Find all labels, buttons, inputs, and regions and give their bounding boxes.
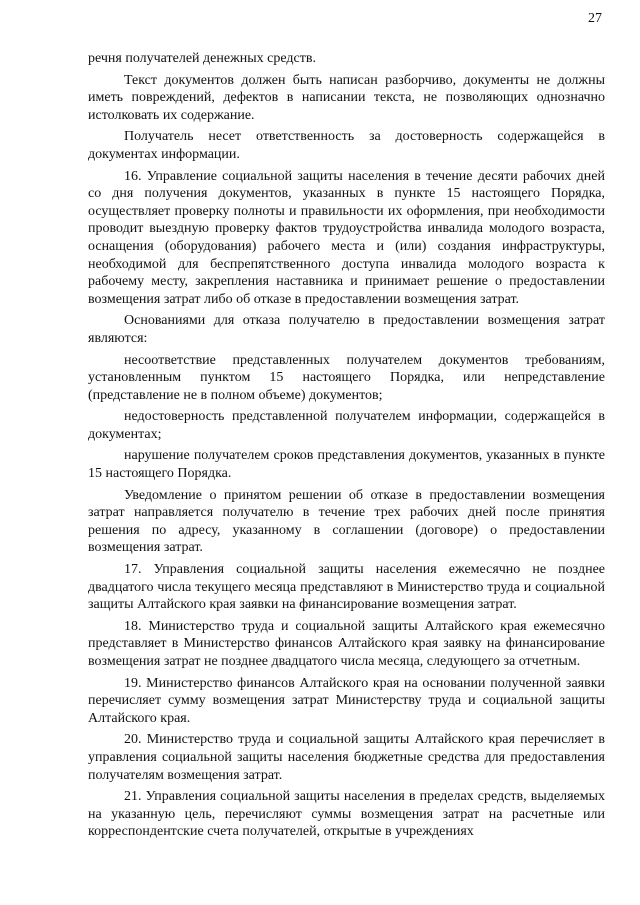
document-body	[88, 50, 605, 845]
paragraph-continuation: речня получателей денежных средств.	[88, 51, 316, 66]
paragraph-item-16: 16. Управление социальной защиты населения в течение десяти рабочих дней со дня получения документов, указанных в пункте 15 настоящего Порядка, осуществляет проверку полноты и правильности их оформления, при необходимости проводит выездную проверку фактов трудоустройства инвалида молодого возраста, оснащения (оборудования) рабочего места и (или) создания инфраструктуры, необходимой для беспрепятственного доступа инвалида молодого возраста к рабочему месту, закрепления наставника и принимает решение о предоставлении возмещения затрат либо об отказе в предоставлении возмещения затрат.	[88, 168, 605, 307]
page-number: 27	[588, 11, 602, 26]
paragraph-refusal-notice: Уведомление о принятом решении об отказе в предоставлении возмещения затрат направляется получателю в течение трех рабочих дней после принятия решения по адресу, указанному в соглашении (договоре) о предоставлении возмещения затрат.	[88, 487, 605, 556]
paragraph-recipient-responsibility: Получатель несет ответственность за достоверность содержащейся в документах информации.	[88, 129, 605, 162]
paragraph-item-18: 18. Министерство труда и социальной защиты Алтайского края ежемесячно представляет в Министерство финансов Алтайского края заявку на финансирование возмещения затрат не позднее двадцатого числа месяца, следующего за отчетным.	[88, 618, 605, 669]
paragraph-item-20: 20. Министерство труда и социальной защиты Алтайского края перечисляет в управления социальной защиты населения бюджетные средства для предоставления получателям возмещения затрат.	[88, 732, 605, 783]
paragraph-ground-unreliability: недостоверность представленной получателем информации, содержащейся в документах;	[88, 409, 605, 442]
paragraph-ground-deadline: нарушение получателем сроков представления документов, указанных в пункте 15 настоящего Порядка.	[88, 448, 605, 482]
paragraph-item-21: 21. Управления социальной защиты населения в пределах средств, выделяемых на указанную цель, перечисляют суммы возмещения затрат на расчетные или корреспондентские счета получателей, открытые в учреждениях	[88, 789, 605, 840]
paragraph-refusal-grounds: Основаниями для отказа получателю в предоставлении возмещения затрат являются:	[88, 313, 605, 346]
paragraph-ground-noncompliance: несоответствие представленных получателем документов требованиям, установленным пунктом 15 настоящего Порядка, или непредставление (представление не в полном объеме) документов;	[88, 352, 605, 403]
paragraph-item-17: 17. Управления социальной защиты населения ежемесячно не позднее двадцатого числа текущего месяца представляют в Министерство труда и социальной защиты Алтайского края заявки на финансирование возмещения затрат.	[88, 562, 605, 613]
paragraph-document-legibility: Текст документов должен быть написан разборчиво, документы не должны иметь повреждений, дефектов в написании текста, не позволяющих однозначно истолковать их содержание.	[88, 72, 605, 123]
paragraph-item-19: 19. Министерство финансов Алтайского края на основании полученной заявки перечисляет сумму возмещения затрат Министерству труда и социальной защиты Алтайского края.	[88, 675, 605, 726]
